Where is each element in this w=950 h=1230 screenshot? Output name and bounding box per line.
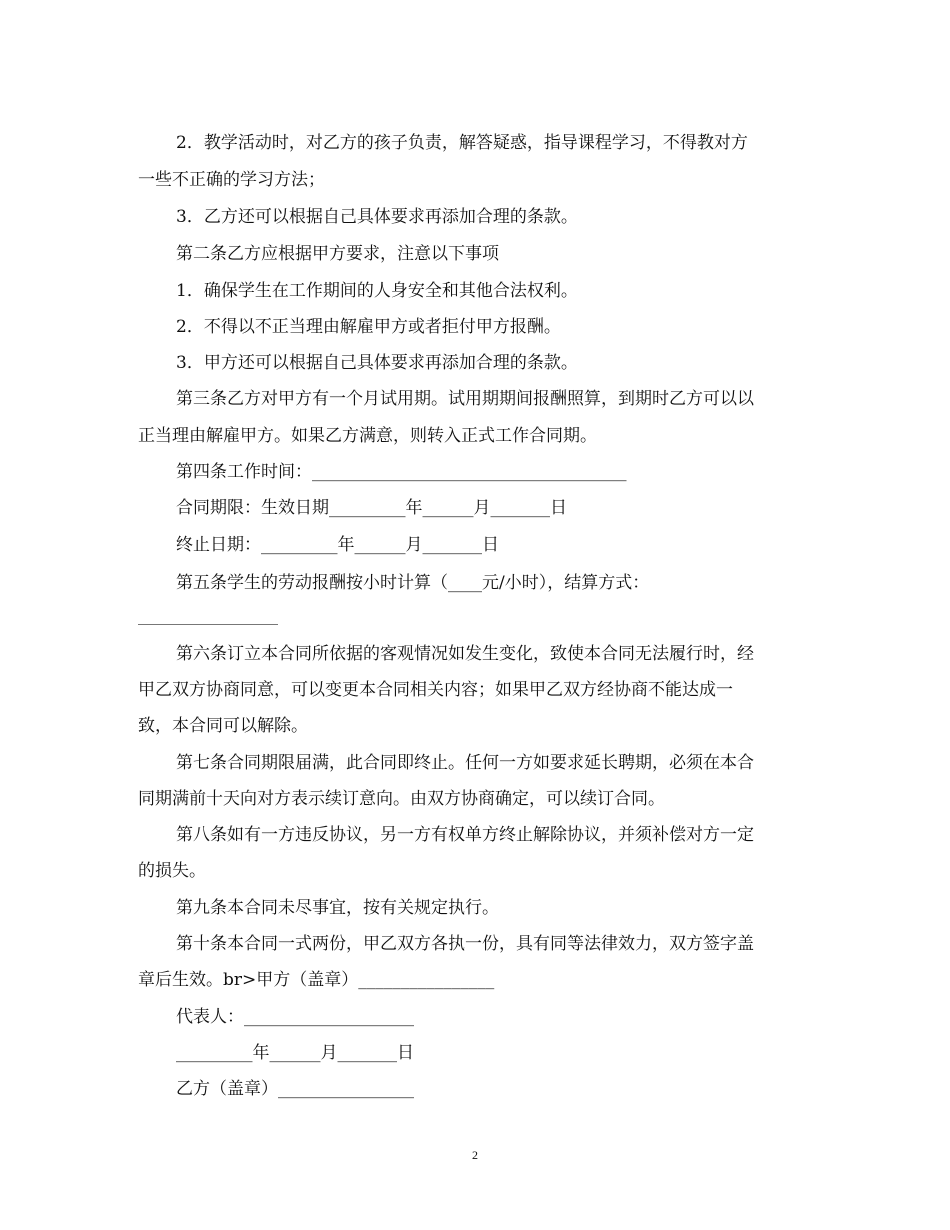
end-date-field: 终止日期：_________年______月_______日 xyxy=(176,535,499,555)
paragraph-line: 第九条本合同未尽事宜，按有关规定执行。 xyxy=(176,898,499,918)
party-a-seal-line: 章后生效。br>甲方（盖章）________________ xyxy=(138,970,495,990)
paragraph-line: 3．甲方还可以根据自己具体要求再添加合理的条款。 xyxy=(176,353,578,373)
payment-field: 第五条学生的劳动报酬按小时计算（____元/小时），结算方式： xyxy=(176,573,650,593)
representative-field: 代表人：____________________ xyxy=(176,1007,414,1027)
paragraph-line: 甲乙双方协商同意，可以变更本合同相关内容；如果甲乙双方经协商不能达成一 xyxy=(138,680,733,700)
paragraph-line: 的损失。 xyxy=(138,861,206,881)
paragraph-line: 2．教学活动时，对乙方的孩子负责，解答疑惑，指导课程学习，不得教对方 xyxy=(176,133,748,153)
signing-date-field: _________年______月_______日 xyxy=(176,1043,414,1063)
paragraph-line: 同期满前十天向对方表示续订意向。由双方协商确定，可以续订合同。 xyxy=(138,789,665,809)
paragraph-line: 第三条乙方对甲方有一个月试用期。试用期期间报酬照算，到期时乙方可以以 xyxy=(176,389,754,409)
paragraph-line: 第十条本合同一式两份，甲乙双方各执一份，具有同等法律效力，双方签字盖 xyxy=(176,934,754,954)
paragraph-line: 第八条如有一方违反协议，另一方有权单方终止解除协议，并须补偿对方一定 xyxy=(176,825,754,845)
page-number: 2 xyxy=(472,1148,478,1162)
paragraph-line: 第七条合同期限届满，此合同即终止。任何一方如要求延长聘期，必须在本合 xyxy=(176,753,754,773)
section-heading: 第二条乙方应根据甲方要求，注意以下事项 xyxy=(176,244,499,264)
paragraph-line: 1．确保学生在工作期间的人身安全和其他合法权利。 xyxy=(176,281,578,301)
paragraph-line: 正当理由解雇甲方。如果乙方满意，则转入正式工作合同期。 xyxy=(138,426,597,446)
paragraph-line: 2．不得以不正当理由解雇甲方或者拒付甲方报酬。 xyxy=(176,317,561,337)
paragraph-line: 一些不正确的学习方法； xyxy=(138,170,325,190)
party-b-seal-line: 乙方（盖章）________________ xyxy=(176,1079,414,1099)
blank-underline xyxy=(138,624,278,625)
paragraph-line: 第六条订立本合同所依据的客观情况如发生变化，致使本合同无法履行时，经 xyxy=(176,644,754,664)
work-time-field: 第四条工作时间：_____________________________________ xyxy=(176,462,627,482)
effective-date-field: 合同期限：生效日期_________年______月_______日 xyxy=(176,498,567,518)
paragraph-line: 3．乙方还可以根据自己具体要求再添加合理的条款。 xyxy=(176,207,578,227)
paragraph-line: 致，本合同可以解除。 xyxy=(138,716,308,736)
